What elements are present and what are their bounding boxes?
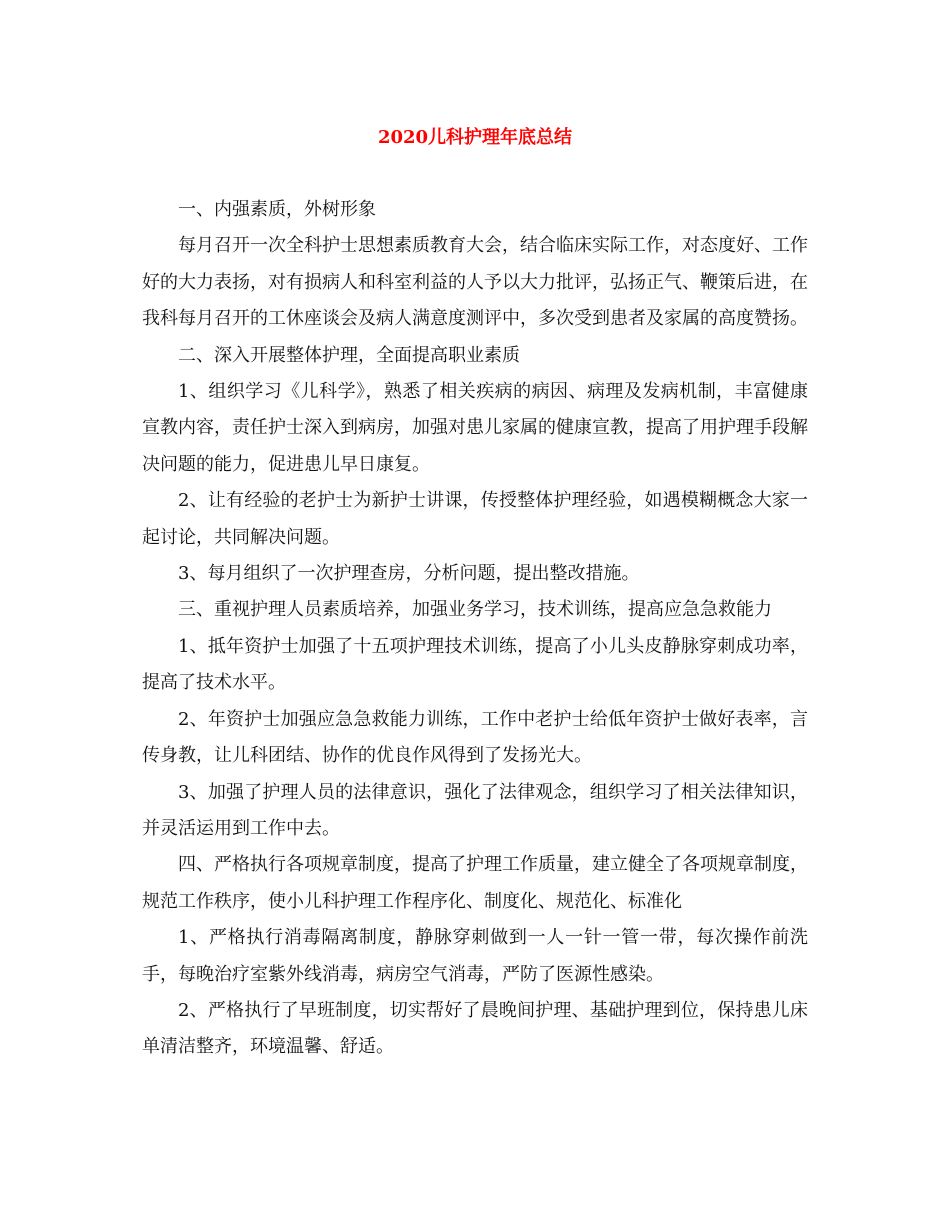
section-heading-4: 四、严格执行各项规章制度，提高了护理工作质量，建立健全了各项规章制度，规范工作秩序，使小儿科护理工作程序化、制度化、规范化、标准化 [142,854,808,912]
section-heading-3: 三、重视护理人员素质培养，加强业务学习，技术训练，提高应急急救能力 [178,599,772,621]
body-paragraph: 2、严格执行了早班制度，切实帮好了晨晚间护理、基础护理到位，保持患儿床单清洁整齐，环境温馨、舒适。 [142,999,808,1058]
body-paragraph: 1、严格执行消毒隔离制度，静脉穿刺做到一人一针一管一带，每次操作前洗手，每晚治疗室紫外线消毒，病房空气消毒，严防了医源性感染。 [142,927,808,985]
body-paragraph: 3、每月组织了一次护理查房，分析问题，提出整改措施。 [178,563,640,585]
section-heading-2: 二、深入开展整体护理，全面提高职业素质 [178,344,520,366]
body-paragraph: 1、组织学习《儿科学》，熟悉了相关疾病的病因、病理及发病机制，丰富健康宣教内容，责任护士深入到病房，加强对患儿家属的健康宣教，提高了用护理手段解决问题的能力，促进患儿早日康复。 [142,381,808,475]
section-heading-1: 一、内强素质，外树形象 [178,199,376,220]
document-body [142,192,808,1066]
body-paragraph: 每月召开一次全科护士思想素质教育大会，结合临床实际工作，对态度好、工作好的大力表扬，对有损病人和科室利益的人予以大力批评，弘扬正气、鞭策后进，在我科每月召开的工休座谈会及病人满意度测评中，多次受到患者及家属的高度赞扬。 [142,235,808,330]
body-paragraph: 3、加强了护理人员的法律意识，强化了法律观念，组织学习了相关法律知识，并灵活运用到工作中去。 [142,781,808,839]
body-paragraph: 1、抵年资护士加强了十五项护理技术训练，提高了小儿头皮静脉穿刺成功率，提高了技术水平。 [142,635,808,694]
body-paragraph: 2、让有经验的老护士为新护士讲课，传授整体护理经验，如遇模糊概念大家一起讨论，共同解决问题。 [142,490,808,548]
body-paragraph: 2、年资护士加强应急急救能力训练，工作中老护士给低年资护士做好表率，言传身教，让儿科团结、协作的优良作风得到了发扬光大。 [142,708,808,767]
document-title: 2020儿科护理年底总结 [377,127,573,148]
